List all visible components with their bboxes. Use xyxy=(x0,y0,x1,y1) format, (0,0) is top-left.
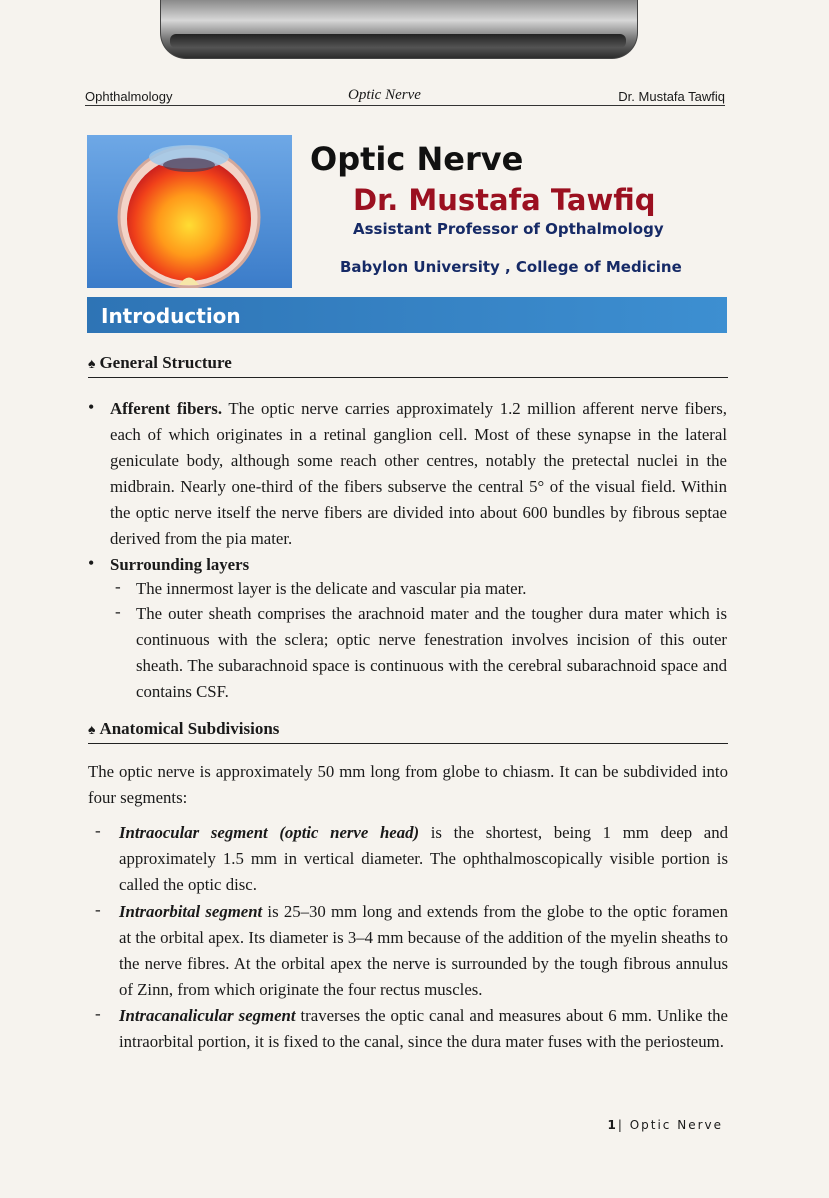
spade-bullet-icon: ♠ xyxy=(88,723,96,738)
university-name: Babylon University , College of Medicine xyxy=(340,258,682,276)
eye-cross-section-image xyxy=(87,135,292,288)
binder-clip-bar xyxy=(170,34,626,48)
intracanalicular-text: traverses the optic canal and measures about 6 mm. Unlike the intraorbital portion, it is fixed to the canal, since the dura mater fuses with the periosteum. xyxy=(119,1006,728,1051)
page-footer xyxy=(607,1118,723,1132)
header-author: Dr. Mustafa Tawfiq xyxy=(618,89,725,104)
author-position: Assistant Professor of Opthalmology xyxy=(353,220,664,238)
document-title: Optic Nerve xyxy=(310,140,524,178)
section-heading-text: Anatomical Subdivisions xyxy=(99,719,280,738)
segment-intracanalicular xyxy=(119,1003,728,1055)
term-surrounding-layers: Surrounding layers xyxy=(110,555,250,574)
page-label: | Optic Nerve xyxy=(617,1118,723,1132)
layer-item-pia: The innermost layer is the delicate and vascular pia mater. xyxy=(136,579,527,598)
bullet-icon: • xyxy=(88,553,95,573)
dash-bullet-icon: - xyxy=(115,602,121,621)
surrounding-layers-heading xyxy=(110,552,727,578)
term-intraocular: Intraocular segment (optic nerve head) xyxy=(119,823,420,842)
segment-intraorbital xyxy=(119,899,728,1003)
spade-bullet-icon: ♠ xyxy=(88,357,96,372)
binder-clip xyxy=(160,0,638,59)
page-header xyxy=(85,85,725,106)
eye-illustration-icon xyxy=(87,135,292,288)
bullet-icon: • xyxy=(88,397,95,417)
section-heading-text: General Structure xyxy=(99,353,232,372)
author-name: Dr. Mustafa Tawfiq xyxy=(353,183,656,217)
layer-item-outer-sheath: The outer sheath comprises the arachnoid mater and the tougher dura mater which is continuous with the sclera; optic nerve fenestration involves incision of this outer sheath. The subarachnoid space is continuous with the cerebral subarachnoid space and contains CSF. xyxy=(136,604,727,701)
term-intraorbital: Intraorbital segment xyxy=(119,902,263,921)
intraocular-text: is the shortest, being 1 mm deep and approximately 1.5 mm in vertical diameter. The ophthalmoscopically visible portion is called the optic disc. xyxy=(119,823,728,894)
intraorbital-text: is 25–30 mm long and extends from the globe to the optic foramen at the orbital apex. Its diameter is 3–4 mm because of the addition of the myelin sheaths to the nerve fibres. At the orbital apex the nerve is surrounded by the tough fibrous annulus of Zinn, from which originate the four rectus muscles. xyxy=(119,902,728,999)
dash-bullet-icon: - xyxy=(115,577,121,596)
dash-bullet-icon: - xyxy=(95,821,101,840)
term-afferent-fibers: Afferent fibers. xyxy=(110,399,223,418)
section-heading-anatomical-subdivisions xyxy=(88,719,728,744)
subdivisions-intro: The optic nerve is approximately 50 mm long from globe to chiasm. It can be subdivided into four segments: xyxy=(88,762,728,807)
dash-bullet-icon: - xyxy=(95,900,101,919)
segment-intraocular xyxy=(119,820,728,898)
afferent-fibers-text: The optic nerve carries approximately 1.2 million afferent nerve fibers, each of which originates in a retinal ganglion cell. Most of these synapse in the lateral geniculate body, although some reach other centres, notably the pretectal nuclei in the midbrain. Nearly one-third of the fibers subserve the central 5° of the visual field. Within the optic nerve itself the nerve fibers are divided into about 600 bundles by fibrous septae derived from the pia mater. xyxy=(110,399,727,548)
section-banner: Introduction xyxy=(87,297,727,333)
dash-bullet-icon: - xyxy=(95,1004,101,1023)
page-number: 1 xyxy=(607,1118,618,1132)
header-topic: Optic Nerve xyxy=(348,87,421,103)
section-heading-general-structure xyxy=(88,353,728,378)
header-subject: Ophthalmology xyxy=(85,89,173,104)
paragraph-afferent-fibers xyxy=(110,396,727,552)
term-intracanalicular: Intracanalicular segment xyxy=(119,1006,296,1025)
